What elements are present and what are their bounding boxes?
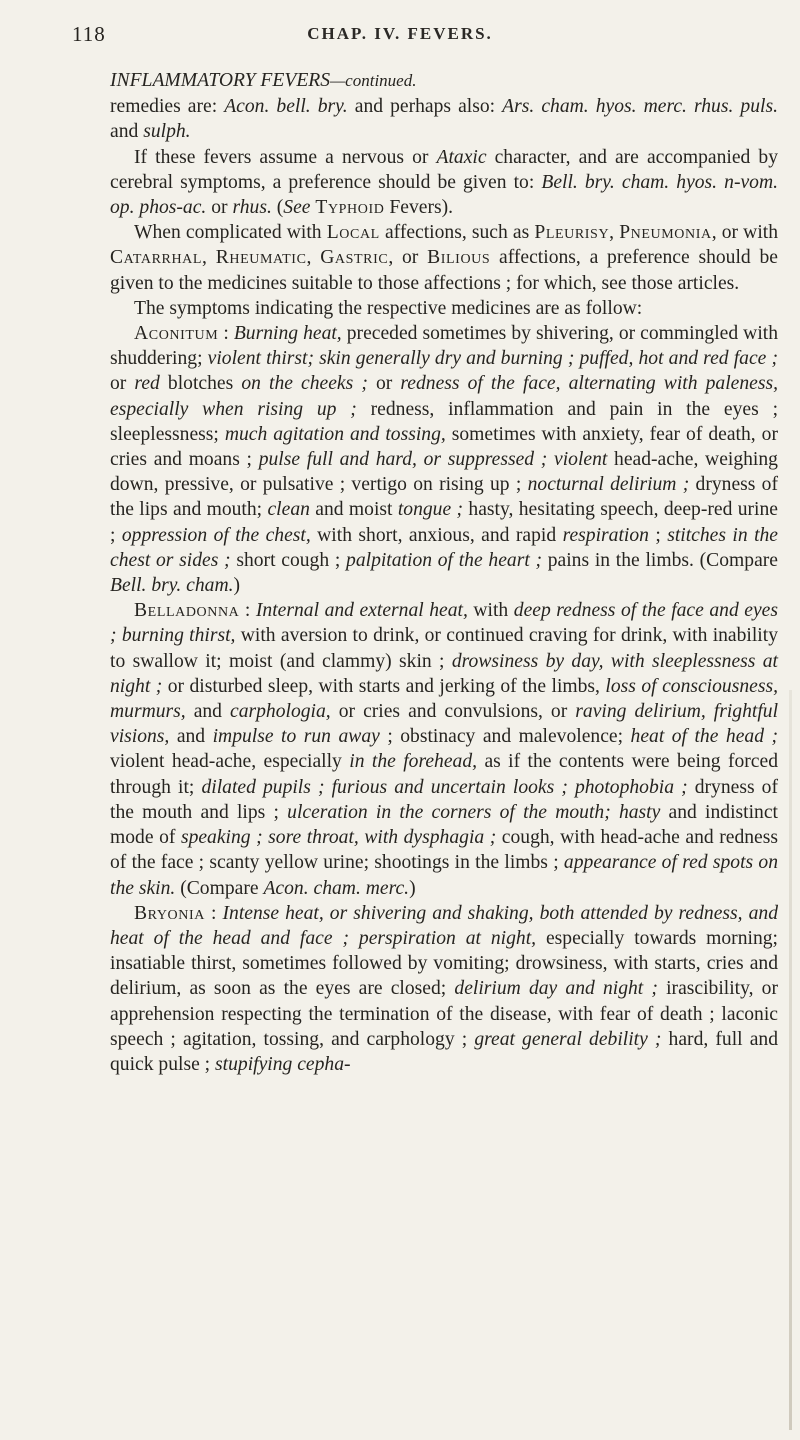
- emphasis: Internal and external heat,: [255, 600, 468, 622]
- emphasis: dilated pupils ; furious and uncertain looks ; photophobia ;: [201, 776, 688, 798]
- text-run: or: [110, 373, 135, 395]
- remedy-name: Belladonna: [134, 600, 240, 622]
- emphasis: in the forehead,: [349, 751, 478, 773]
- text-run: and indistinct mode of: [110, 801, 778, 849]
- small-caps-term: Pneumonia: [619, 222, 712, 244]
- text-run: :: [204, 902, 223, 924]
- entry-belladonna: [110, 598, 778, 900]
- small-caps-term: Gastric: [320, 247, 389, 269]
- page-number: 118: [72, 22, 106, 46]
- text-run: (: [271, 197, 284, 219]
- emphasis: Burning heat,: [233, 323, 342, 345]
- text-run: , or with: [711, 222, 778, 244]
- text-run: remedies are:: [110, 96, 225, 118]
- text-run: dryness of the mouth and lips ;: [110, 776, 778, 823]
- emphasis: impulse to run away: [212, 726, 380, 748]
- emphasis: loss of consciousness, murmurs,: [110, 675, 778, 723]
- emphasis: palpitation of the heart ;: [346, 549, 543, 571]
- emphasis: raving delirium, frightful visions,: [110, 701, 779, 748]
- text-run: cough, with head-ache and redness of the face ; scanty yellow urine; shootings in the limbs ;: [110, 827, 779, 874]
- text-run: ): [409, 877, 416, 899]
- small-caps-term: Rheumatic: [215, 247, 307, 269]
- remedy-name: Bryonia: [134, 902, 205, 924]
- text-run: or: [206, 197, 233, 219]
- page-body: [110, 68, 778, 1077]
- text-run: ,: [202, 247, 216, 269]
- remedy-list: Ars. cham. hyos. merc. rhus. puls.: [502, 96, 778, 118]
- text-run: ,: [609, 222, 620, 244]
- paragraph-symptoms-intro: [110, 296, 778, 321]
- text-run: blotches: [159, 373, 242, 395]
- text-run: (Compare: [175, 877, 264, 899]
- text-run: and perhaps also:: [347, 96, 503, 118]
- remedy-list: rhus.: [232, 197, 272, 219]
- emphasis: oppression of the chest,: [121, 524, 311, 546]
- text-run: and: [185, 701, 231, 723]
- emphasis: nocturnal delirium ;: [527, 474, 690, 496]
- text-run: ): [233, 575, 241, 597]
- text-run: or cries and convulsions, or: [330, 701, 576, 723]
- emphasis: Intense heat, or shivering and shaking, both attended by redness, and heat of the head and face ; perspiration at night,: [110, 902, 778, 949]
- emphasis: Ataxic: [436, 146, 487, 168]
- emphasis: violent thirst; skin generally dry and burning ; puffed, hot and red face ;: [207, 348, 778, 370]
- emphasis: ulceration in the corners of the mouth; hasty: [287, 801, 661, 823]
- small-caps-term: Typhoid: [315, 197, 385, 219]
- text-run: ,: [306, 247, 321, 269]
- text-run: The symptoms indicating the respective medicines are as follow:: [134, 297, 643, 319]
- text-run: sometimes with anxiety, fear of death, or cries and moans ;: [110, 423, 778, 471]
- text-run: and: [110, 121, 144, 143]
- text-run: Fevers).: [384, 197, 454, 219]
- running-head: CHAP. IV. FEVERS.: [307, 24, 493, 43]
- emphasis: See: [283, 197, 311, 219]
- remedy-list: sulph.: [143, 121, 191, 143]
- text-run: short cough ;: [230, 549, 347, 571]
- text-run: pains in the limbs. (Compare: [542, 549, 779, 571]
- emphasis: heat of the head ;: [630, 726, 778, 748]
- emphasis: speaking ; sore throat, with dysphagia ;: [180, 827, 497, 849]
- text-run: dryness of the lips and mouth;: [110, 474, 779, 521]
- text-run: violent head-ache, especially: [110, 751, 350, 773]
- text-run: preceded sometimes by shivering, or commingled with shuddering;: [110, 323, 779, 370]
- emphasis: stitches in the chest or sides ;: [110, 524, 779, 571]
- text-run: ;: [648, 524, 668, 546]
- emphasis: clean: [267, 499, 310, 521]
- small-caps-term: Bilious: [427, 247, 491, 269]
- emphasis: pulse full and hard, or suppressed ; violent: [258, 449, 608, 471]
- entry-aconitum: [110, 321, 778, 598]
- text-run: as if the contents were being forced through it;: [110, 751, 778, 798]
- text-run: ; obstinacy and malevolence;: [379, 726, 631, 748]
- remedy-list: Bell. bry. cham.: [110, 575, 234, 597]
- emphasis: appearance of red spots on the skin.: [110, 852, 779, 899]
- remedy-list: Bell. bry. cham. hyos. n-vom. op. phos-ac.: [110, 171, 779, 219]
- remedy-list: Acon. cham. merc.: [263, 877, 410, 899]
- section-title-text: INFLAMMATORY FEVERS: [110, 70, 331, 91]
- text-run: irascibility, or apprehension respecting the termination of the disease, with fear of death ; laconic speech ; agitation, tossing, and carphology ;: [110, 978, 779, 1050]
- text-run: hasty, hesitating speech, deep-red urine ;: [110, 499, 778, 546]
- emphasis: stupifying cepha-: [215, 1053, 351, 1075]
- text-run: When complicated with: [134, 222, 327, 244]
- section-continued: —continued.: [330, 71, 417, 90]
- remedy-name: Aconitum: [134, 323, 219, 345]
- text-run: or disturbed sleep, with starts and jerking of the limbs,: [162, 675, 606, 697]
- page-edge-shadow: [789, 690, 792, 1430]
- small-caps-term: Pleurisy: [534, 222, 610, 244]
- emphasis: on the cheeks ;: [241, 373, 368, 395]
- entry-bryonia: [110, 901, 778, 1077]
- paragraph-remedies: [110, 94, 778, 144]
- emphasis: tongue ;: [397, 499, 464, 521]
- paragraph-ataxic: [110, 145, 778, 221]
- text-run: , or: [388, 247, 428, 269]
- remedy-list: Acon. bell. bry.: [224, 96, 348, 118]
- emphasis: red: [134, 373, 160, 395]
- emphasis: carphologia,: [230, 701, 331, 723]
- page-header: [0, 22, 800, 52]
- text-run: and moist: [309, 499, 398, 521]
- text-run: affections, such as: [379, 222, 535, 244]
- emphasis: respiration: [562, 524, 649, 546]
- emphasis: great general debility ;: [474, 1028, 662, 1050]
- text-run: with: [467, 600, 514, 622]
- text-run: :: [218, 323, 234, 345]
- text-run: redness, inflammation and pain in the eyes ; sleeplessness;: [110, 398, 779, 445]
- section-title: [110, 68, 778, 93]
- paragraph-local-affections: [110, 220, 778, 296]
- emphasis: redness of the face, alternating with paleness, especially when rising up ;: [110, 373, 778, 420]
- small-caps-term: Local: [326, 222, 380, 244]
- text-run: especially towards morning; insatiable thirst, sometimes followed by vomiting; drowsiness, with starts, cries and delirium, as soon as the eyes are closed;: [110, 927, 778, 1000]
- emphasis: drowsiness by day, with sleeplessness at night ;: [110, 650, 778, 697]
- small-caps-term: Catarrhal: [110, 247, 203, 269]
- text-run: head-ache, weighing down, pressive, or pulsative ; vertigo on rising up ;: [110, 449, 778, 496]
- text-run: or: [367, 373, 401, 395]
- text-run: with short, anxious, and rapid: [310, 524, 563, 546]
- emphasis: delirium day and night ;: [454, 978, 658, 1000]
- text-run: with aversion to drink, or continued craving for drink, with inability to swallow it; moist (and clammy) skin ;: [110, 625, 778, 672]
- text-run: If these fevers assume a nervous or: [134, 146, 437, 168]
- emphasis: deep redness of the face and eyes ; burning thirst,: [110, 600, 778, 647]
- text-run: and: [169, 726, 213, 748]
- text-run: character, and are accompanied by cerebral symptoms, a preference should be given to:: [110, 146, 778, 193]
- text-run: affections, a preference should be given to the medicines suitable to those affections ; for which, see those articles.: [110, 247, 778, 294]
- emphasis: much agitation and tossing,: [224, 423, 446, 445]
- text-run: :: [239, 600, 256, 622]
- text-run: hard, full and quick pulse ;: [110, 1028, 778, 1075]
